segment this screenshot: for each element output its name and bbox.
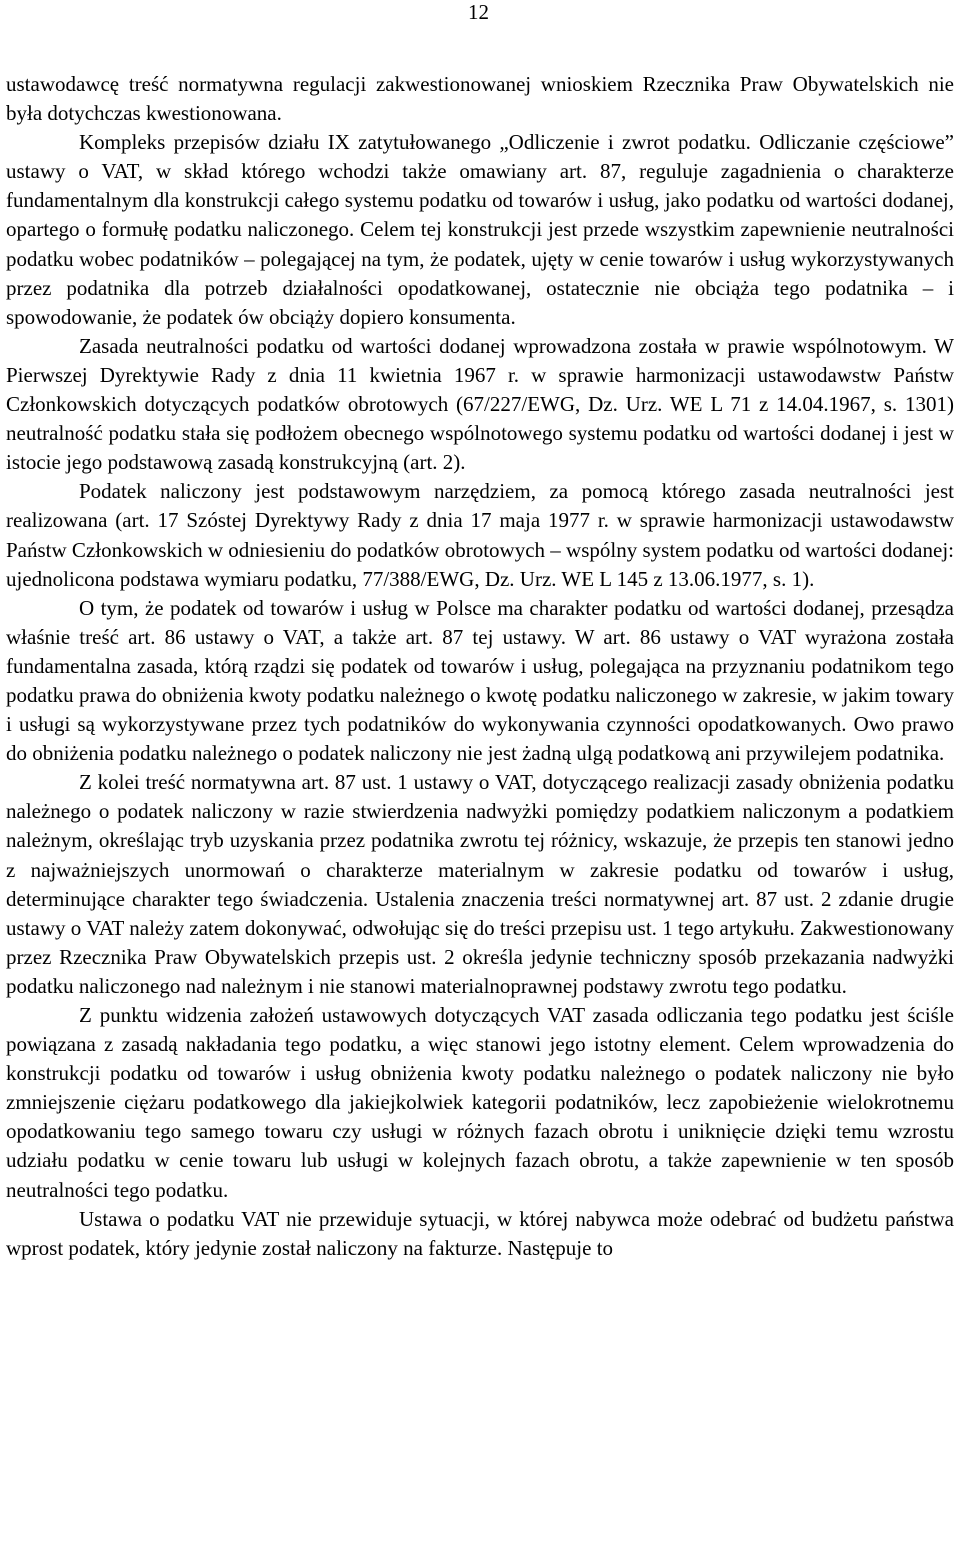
page-number: 12 bbox=[468, 0, 489, 24]
paragraph: Z punktu widzenia założeń ustawowych dotyczących VAT zasada odliczania tego podatku jest ściśle powiązana z zasadą nakładania tego podatku, a więc stanowi jego istotny element. Celem wprowadzenia do konstrukcji podatku od towarów i usług obniżenia kwoty podatku należnego o podatek naliczony nie było zmniejszenie ciężaru podatkowego dla jakiejkolwiek kategorii podatników, lecz zapobieżenie wielokrotnemu opodatkowaniu tego samego towaru czy usługi w różnych fazach obrotu i uniknięcie dzięki temu wzrostu udziału podatku w cenie towaru lub usługi w kolejnych fazach obrotu, a także zapewnienie w ten sposób neutralności tego podatku. bbox=[6, 1003, 954, 1202]
paragraph: Kompleks przepisów działu IX zatytułowanego „Odliczenie i zwrot podatku. Odliczanie częściowe” ustawy o VAT, w skład którego wchodzi także omawiany art. 87, reguluje zagadnienia o charakterze fundamentalnym dla konstrukcji całego systemu podatku od towarów i usług, jako podatku od wartości dodanej, opartego o formułę podatku naliczonego. Celem tej konstrukcji jest przede wszystkim zapewnienie neutralności podatku wobec podatników – polegającej na tym, że podatek, ujęty w cenie towarów i usług wykorzystywanych przez podatnika dla potrzeb działalności opodatkowanej, ostatecznie nie obciąża tego podatnika – i spowodowanie, że podatek ów obciąży dopiero konsumenta. bbox=[6, 130, 954, 329]
paragraph-continuation: ustawodawcę treść normatywna regulacji zakwestionowanej wnioskiem Rzecznika Praw Obywatelskich nie była dotychczas kwestionowana. bbox=[6, 72, 954, 126]
document-body bbox=[6, 70, 954, 1263]
paragraph: Zasada neutralności podatku od wartości dodanej wprowadzona została w prawie wspólnotowym. W Pierwszej Dyrektywie Rady z dnia 11 kwietnia 1967 r. w sprawie harmonizacji ustawodawstw Państw Członkowskich dotyczących podatków obrotowych (67/227/EWG, Dz. Urz. WE L 71 z 14.04.1967, s. 1301) neutralność podatku stała się podłożem obecnego wspólnotowego systemu podatku od wartości dodanej i jest w istocie jego podstawową zasadą konstrukcyjną (art. 2). bbox=[6, 333, 954, 475]
paragraph: O tym, że podatek od towarów i usług w Polsce ma charakter podatku od wartości dodanej, przesądza właśnie treść art. 86 ustawy o VAT, a także art. 87 tej ustawy. W art. 86 ustawy o VAT wyrażona została fundamentalna zasada, którą rządzi się podatek od towarów i usług, polegająca na przyznaniu podatnikom tego podatku prawa do obniżenia kwoty podatku należnego o kwotę podatku naliczonego w zakresie, w jakim towary i usługi są wykorzystywane przez tych podatników do wykonywania czynności opodatkowanych. Owo prawo do obniżenia podatku należnego o podatek naliczony nie jest żadną ulgą podatkową ani przywilejem podatnika. bbox=[6, 595, 954, 766]
paragraph: Z kolei treść normatywna art. 87 ust. 1 ustawy o VAT, dotyczącego realizacji zasady obniżenia podatku należnego o podatek naliczony w razie stwierdzenia nadwyżki pomiędzy podatkiem naliczonym a podatkiem należnym, określając tryb uzyskania przez podatnika zwrotu tej różnicy, wskazuje, że przepis ten stanowi jedno z najważniejszych unormowań o charakterze materialnym w zakresie podatku od towarów i usług, determinujące charakter tego świadczenia. Ustalenia znaczenia treści normatywnej art. 87 ust. 2 zdanie drugie ustawy o VAT należy zatem dokonywać, odwołując się do treści przepisu ust. 1 tego artykułu. Zakwestionowany przez Rzecznika Praw Obywatelskich przepis ust. 2 określa jedynie techniczny sposób przekazania nadwyżki podatku naliczonego nad należnym i nie stanowi materialnoprawnej podstawy zwrotu tego podatku. bbox=[6, 770, 954, 998]
paragraph: Podatek naliczony jest podstawowym narzędziem, za pomocą którego zasada neutralności jest realizowana (art. 17 Szóstej Dyrektywy Rady z dnia 17 maja 1977 r. w sprawie harmonizacji ustawodawstw Państw Członkowskich w odniesieniu do podatków obrotowych – wspólny system podatku od wartości dodanej: ujednolicona podstawa wymiaru podatku, 77/388/EWG, Dz. Urz. WE L 145 z 13.06.1977, s. 1). bbox=[6, 479, 954, 591]
paragraph: Ustawa o podatku VAT nie przewiduje sytuacji, w której nabywca może odebrać od budżetu państwa wprost podatek, który jedynie został naliczony na fakturze. Następuje to bbox=[6, 1206, 954, 1260]
